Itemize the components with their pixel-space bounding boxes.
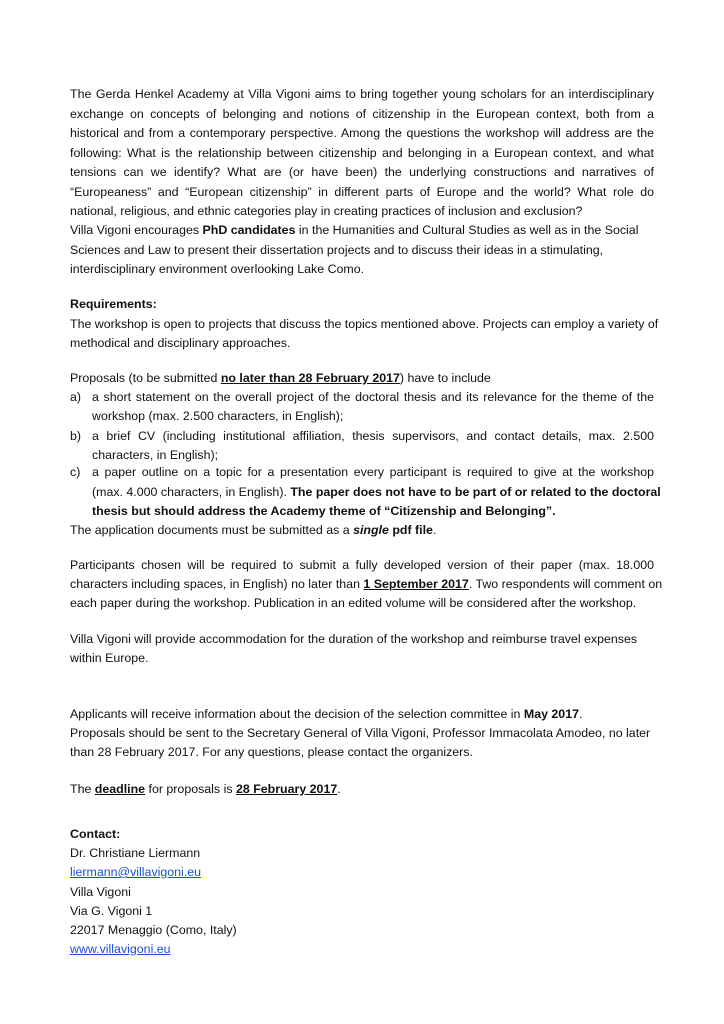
- intro-line: historical and from a contemporary perspective. Among the questions the workshop will address are the: [70, 126, 654, 140]
- deadline-date: 28 February 2017: [235, 782, 338, 796]
- encourage-line: [70, 222, 638, 238]
- text: .: [337, 782, 341, 796]
- list-item-line: a paper outline on a topic for a presentation every participant is required to give at the workshop: [92, 465, 654, 479]
- participants-line: each paper during the workshop. Publication in an edited volume will be considered after the workshop.: [70, 596, 637, 610]
- list-item-line: workshop (max. 2.500 characters, in English);: [92, 409, 344, 423]
- intro-line: “Europeaness” and “European citizenship” in different parts of Europe and the world? What role do: [70, 185, 654, 199]
- contact-org: Villa Vigoni: [70, 885, 131, 899]
- text: . Two respondents will comment on: [468, 577, 663, 591]
- requirements-heading: [70, 296, 157, 312]
- heading-text: Contact:: [70, 827, 121, 841]
- contact-website-row: [70, 941, 171, 957]
- pdf-file-emphasis: pdf file: [388, 523, 433, 537]
- list-item-line: [92, 484, 661, 500]
- intro-line: tensions can we identify? What are (or have been) the underlying constructions and narratives of: [70, 165, 654, 179]
- decision-line: than 28 February 2017. For any questions, please contact the organizers.: [70, 745, 473, 759]
- encourage-line: interdisciplinary environment overlooking Lake Como.: [70, 262, 365, 276]
- contact-city: 22017 Menaggio (Como, Italy): [70, 923, 237, 937]
- contact-street: Via G. Vigoni 1: [70, 904, 153, 918]
- contact-name: Dr. Christiane Liermann: [70, 846, 201, 860]
- text: .: [432, 523, 437, 537]
- intro-line: The Gerda Henkel Academy at Villa Vigoni aims to bring together young scholars for an interdisciplinary: [70, 87, 654, 101]
- text: for proposals is: [145, 782, 236, 796]
- intro-line: national, religious, and ethnic categories play in creating practices of inclusion and exclusion?: [70, 204, 583, 218]
- text: characters including spaces, in English) no later than: [70, 577, 364, 591]
- list-marker: b): [70, 429, 82, 443]
- heading-text: Requirements:: [70, 297, 157, 311]
- text: The: [70, 782, 95, 796]
- text: The application documents must be submitted as a: [70, 523, 354, 537]
- single-emphasis: single: [353, 523, 389, 537]
- contact-email-row: [70, 864, 201, 880]
- list-item-line: characters, in English);: [92, 448, 219, 462]
- decision-date: May 2017: [523, 707, 579, 721]
- text: Villa Vigoni encourages: [70, 223, 203, 237]
- list-item-line: a short statement on the overall project of the doctoral thesis and its relevance for the theme of the: [92, 390, 654, 404]
- text: Proposals (to be submitted: [70, 371, 221, 385]
- deadline-line: [70, 781, 341, 797]
- intro-line: exchange on concepts of belonging and notions of citizenship in the European context, both from a: [70, 107, 654, 121]
- accommodation-line: Villa Vigoni will provide accommodation for the duration of the workshop and reimburse travel expenses: [70, 632, 638, 646]
- contact-heading: [70, 826, 120, 842]
- text: ) have to include: [399, 371, 491, 385]
- deadline-word: deadline: [94, 782, 146, 796]
- website-link[interactable]: www.villavigoni.eu: [70, 942, 171, 956]
- phd-candidates-emphasis: PhD candidates: [202, 223, 296, 237]
- decision-line: [70, 706, 582, 722]
- requirements-line: The workshop is open to projects that discuss the topics mentioned above. Projects can employ a variety of: [70, 317, 659, 331]
- intro-line: following: What is the relationship between citizenship and belonging in a European context, and what: [70, 146, 654, 160]
- proposals-intro: [70, 370, 491, 386]
- bold-text: The paper does not have to be part of or related to the doctoral: [290, 485, 661, 499]
- bold-text: thesis but should address the Academy theme of “Citizenship and Belonging”.: [92, 504, 556, 518]
- proposal-deadline: no later than 28 February 2017: [220, 371, 400, 385]
- decision-line: Proposals should be sent to the Secretary General of Villa Vigoni, Professor Immacolata Amodeo, no later: [70, 726, 651, 740]
- participants-line: [70, 576, 663, 592]
- paper-deadline: 1 September 2017: [363, 577, 469, 591]
- requirements-line: methodical and disciplinary approaches.: [70, 336, 291, 350]
- encourage-line: Sciences and Law to present their dissertation projects and to discuss their ideas in a stimulating,: [70, 243, 604, 257]
- text: .: [579, 707, 583, 721]
- list-item-line: a brief CV (including institutional affiliation, thesis supervisors, and contact details, max. 2.500: [92, 429, 654, 443]
- email-link[interactable]: liermann@villavigoni.eu: [70, 865, 202, 879]
- accommodation-line: within Europe.: [70, 651, 149, 665]
- list-marker: c): [70, 465, 81, 479]
- text: (max. 4.000 characters, in English).: [92, 485, 291, 499]
- text: Applicants will receive information about the decision of the selection committee in: [70, 707, 524, 721]
- application-note: [70, 522, 436, 538]
- list-item-line: [92, 503, 556, 519]
- participants-line: Participants chosen will be required to submit a fully developed version of their paper (max. 18.000: [70, 558, 654, 572]
- text: in the Humanities and Cultural Studies as well as in the Social: [295, 223, 639, 237]
- list-marker: a): [70, 390, 82, 404]
